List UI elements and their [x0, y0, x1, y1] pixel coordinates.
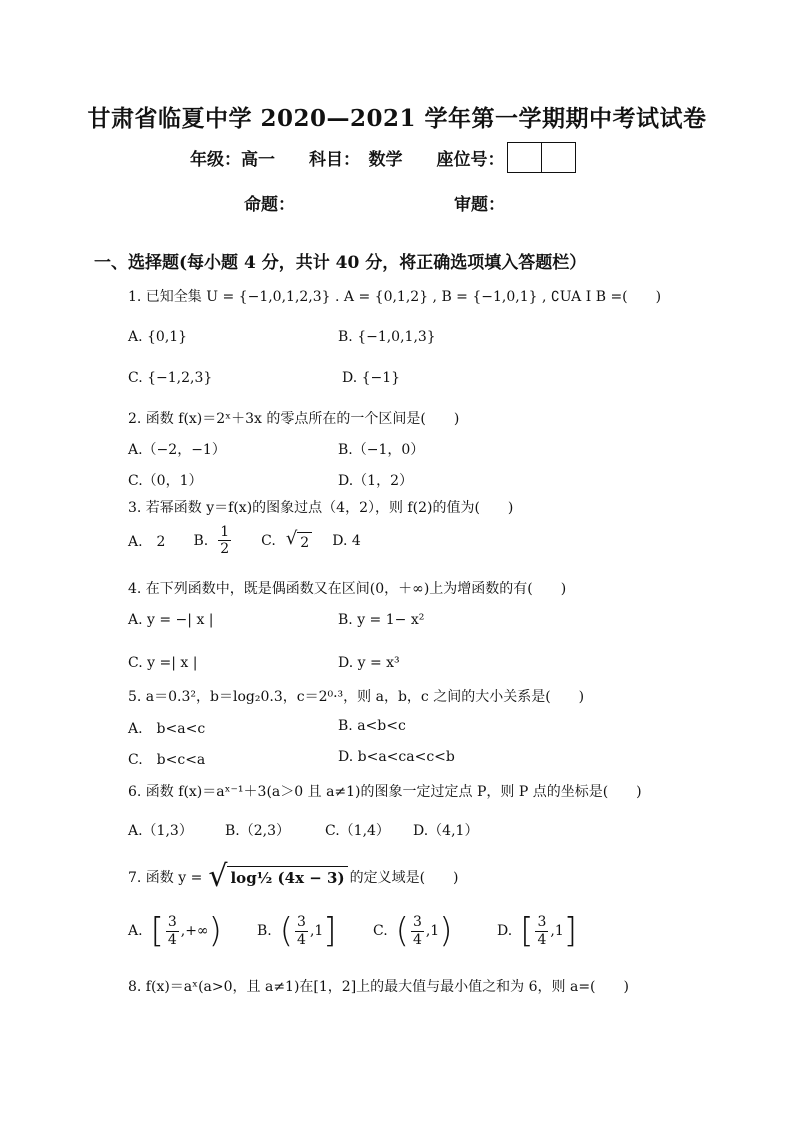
seat-box-2[interactable] — [542, 142, 576, 173]
question-6-stem: 6. 函数 f(x)＝aˣ⁻¹＋3(a＞0 且 a≠1)的图象一定过定点 P，则 P 点的坐标是( ) — [128, 784, 642, 800]
exam-meta-row — [190, 142, 576, 173]
question-8-stem: 8. f(x)＝aˣ(a>0，且 a≠1)在[1，2]上的最大值与最小值之和为 6，则 a=( ) — [128, 979, 629, 995]
option-letter: D. — [497, 923, 513, 939]
option-fraction — [295, 914, 308, 947]
option-letter: B. — [257, 923, 272, 939]
option-letter: A. — [128, 923, 143, 939]
question-2-option-c: C.（0，1） — [128, 473, 203, 489]
question-7-option-c — [373, 911, 453, 951]
question-1-option-b: B. {−1,0,1,3} — [338, 329, 436, 345]
question-7-stem — [128, 859, 459, 894]
question-7-stem-suffix: 的定义域是( ) — [349, 870, 459, 886]
fraction-numerator: 3 — [412, 914, 422, 931]
question-7-option-d — [497, 911, 577, 951]
question-4-option-c: C. y =| x | — [128, 655, 198, 671]
question-1-stem: 1. 已知全集 U = {−1,0,1,2,3} . A = {0,1,2} , B = {−1,0,1} , ∁UA I B =( ) — [128, 289, 662, 305]
question-2-option-a: A.（−2，−1） — [128, 442, 226, 458]
grade-label: 年级：高一 — [190, 150, 275, 170]
question-7-radicand: log½ (4x − 3) — [227, 866, 347, 887]
seat-label: 座位号： — [436, 150, 505, 170]
question-3-option-d: D. 4 — [332, 532, 361, 549]
question-2-option-b: B.（−1，0） — [338, 442, 425, 458]
seat-number — [437, 142, 576, 173]
question-7-stem-prefix: 7. 函数 y = — [128, 870, 203, 886]
right-bracket-icon: ] — [563, 911, 577, 951]
option-tail: ,1 — [309, 923, 324, 939]
fraction-numerator: 3 — [167, 914, 177, 931]
fraction-numerator: 3 — [537, 914, 547, 931]
question-6-option-b: B.（2,3） — [225, 823, 291, 839]
question-7-option-b — [257, 911, 337, 951]
fraction-denominator: 4 — [412, 931, 422, 948]
fraction-numerator: 3 — [297, 914, 306, 931]
question-6-option-c: C.（1,4） — [325, 823, 390, 839]
reviewer-label: 审题： — [454, 195, 505, 215]
question-5-stem: 5. a＝0.3²，b＝log₂0.3，c＝2⁰·³，则 a，b，c 之间的大小关系是( ) — [128, 689, 585, 705]
option-fraction — [535, 914, 548, 947]
seat-boxes[interactable] — [507, 142, 576, 173]
question-2-stem: 2. 函数 f(x)＝2ˣ＋3x 的零点所在的一个区间是( ) — [128, 411, 460, 427]
section-heading: 一、选择题(每小题 4 分，共计 40 分，将正确选项填入答题栏） — [94, 253, 587, 273]
fraction-denominator: 4 — [167, 931, 177, 948]
question-1-option-a: A. {0,1} — [128, 329, 188, 345]
question-7-option-a — [128, 911, 222, 951]
question-3-option-c-prefix: C. — [261, 532, 276, 549]
setter-label: 命题： — [244, 195, 295, 215]
question-3-stem: 3. 若幂函数 y＝f(x)的图象过点（4，2），则 f(2)的值为( ) — [128, 500, 514, 516]
left-paren-icon: ( — [279, 911, 294, 951]
right-bracket-icon: ] — [323, 911, 337, 951]
seat-box-1[interactable] — [507, 142, 542, 173]
question-2-option-d: D.（1，2） — [338, 473, 413, 489]
fraction-denominator: 4 — [297, 931, 306, 948]
question-4-option-a: A. y = −| x | — [128, 612, 214, 628]
question-5-option-a: A. b<a<c — [128, 721, 206, 737]
fraction-numerator: 1 — [220, 524, 230, 540]
option-fraction — [411, 914, 424, 947]
question-1-option-c: C. {−1,2,3} — [128, 370, 213, 386]
fraction-denominator: 2 — [220, 541, 230, 558]
page-title: 甘肃省临夏中学 2020—2021 学年第一学期期中考试试卷 — [87, 105, 707, 132]
left-bracket-icon: [ — [150, 911, 164, 951]
question-3-options — [128, 524, 361, 557]
question-3-option-b-fraction — [218, 524, 231, 557]
question-3-option-b-prefix: B. — [193, 532, 209, 549]
question-4-option-b: B. y = 1− x² — [338, 612, 425, 628]
question-1-option-d: D. {−1} — [342, 370, 401, 386]
question-3-option-a: A. 2 — [128, 533, 166, 550]
option-letter: C. — [373, 923, 388, 939]
right-paren-icon: ) — [208, 911, 222, 951]
sqrt-icon: √ — [285, 528, 298, 550]
sqrt-icon: √ — [208, 859, 228, 894]
sqrt-radicand: 2 — [297, 532, 312, 551]
left-paren-icon: ( — [395, 911, 409, 951]
question-7-sqrt — [208, 859, 347, 894]
option-tail: ,+∞ — [180, 923, 209, 939]
subject-label: 科目： 数学 — [309, 150, 403, 170]
question-4-option-d: D. y = x³ — [338, 655, 400, 671]
question-5-option-c: C. b<c<a — [128, 752, 206, 768]
option-tail: ,1 — [425, 923, 440, 939]
fraction-denominator: 4 — [537, 931, 547, 948]
right-paren-icon: ) — [439, 911, 453, 951]
question-3-option-c-sqrt — [286, 530, 312, 551]
question-5-option-b: B. a<b<c — [338, 718, 406, 734]
left-bracket-icon: [ — [520, 911, 534, 951]
question-4-stem: 4. 在下列函数中，既是偶函数又在区间(0，＋∞)上为增函数的有( ) — [128, 581, 567, 597]
question-5-option-d: D. b<a<ca<c<b — [338, 749, 455, 765]
question-6-option-d: D.（4,1） — [413, 823, 479, 839]
question-6-option-a: A.（1,3） — [128, 823, 193, 839]
option-tail: ,1 — [550, 923, 564, 939]
option-fraction — [166, 914, 179, 947]
